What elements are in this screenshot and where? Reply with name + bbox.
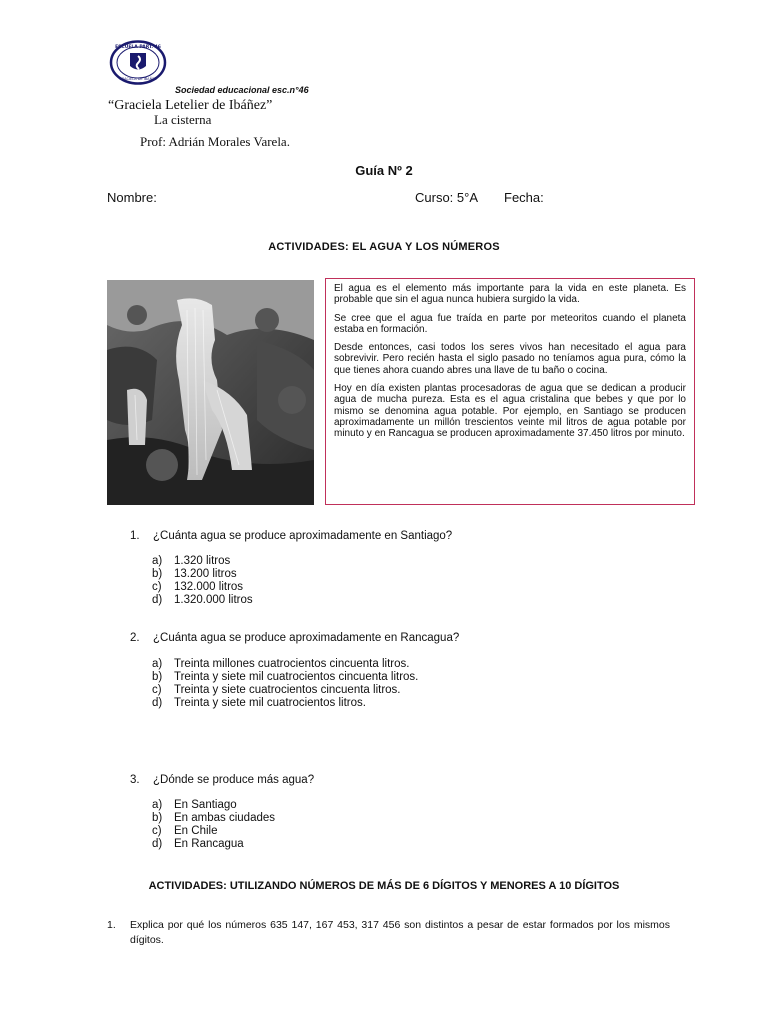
info-paragraph: El agua es el elemento más importante para la vida en este planeta. Es probable que sin el agua nunca hubiera surgido la vida. [334,283,686,306]
option-letter: a) [152,555,163,567]
society-line: Sociedad educacional esc.n°46 [175,85,309,95]
option-letter: d) [152,594,163,606]
svg-text:ESCUELA PART. 46: ESCUELA PART. 46 [115,45,161,50]
option-letter: c) [152,581,162,593]
info-paragraph: Desde entonces, casi todos los seres vivos han necesitado el agua para sobrevivir. Pero recién hasta el siglo pasado no teníamos agua pura, cómo la que tienes ahora cuando abres una llave de tu baño o cocina. [334,342,686,376]
school-logo [109,39,167,86]
question-1-text: ¿Cuánta agua se produce aproximadamente en Santiago? [153,530,453,542]
activity2-title: ACTIVIDADES: UTILIZANDO NÚMEROS DE MÁS DE 6 DÍGITOS Y MENORES A 10 DÍGITOS [148,880,620,892]
option-letter: d) [152,697,163,709]
option-letter: d) [152,838,163,850]
question-3-text: ¿Dónde se produce más agua? [153,774,315,786]
guide-title: Guía Nº 2 [355,163,413,178]
option-letter: c) [152,684,162,696]
activity2-question-text: Explica por qué los números 635 147, 167 453, 317 456 son distintos a pesar de estar formados por los mismos dígitos. [130,919,670,946]
teacher-name: Prof: Adrián Morales Varela. [140,134,290,149]
question-3-number: 3. [130,774,140,786]
name-label: Nombre: [107,190,157,205]
option-text: En ambas ciudades [174,812,276,824]
option-text: 1.320.000 litros [174,594,253,606]
info-paragraph: Hoy en día existen plantas procesadoras de agua que se dedican a producir agua de mucha pureza. Esta es el agua cristalina que bebes y que por lo mismo se denomina agua potable. Por ejemplo, en Santiago se producen aproximadamente un millón trescientos veinte mil litros de agua potable por minuto y en Rancagua se producen aproximadamente 37.450 litros por minuto. [334,383,686,440]
option-text: Treinta y siete mil cuatrocientos litros. [174,697,366,709]
school-name: “Graciela Letelier de Ibáñez” [108,98,273,113]
option-letter: b) [152,812,163,824]
option-text: 132.000 litros [174,581,244,593]
option-letter: b) [152,671,163,683]
option-text: Treinta y siete mil cuatrocientos cincuenta litros. [174,671,419,683]
option-letter: c) [152,825,162,837]
option-text: 13.200 litros [174,568,237,580]
info-text-box [325,278,695,505]
option-text: En Rancagua [174,838,244,850]
option-text: Treinta y siete cuatrocientos cincuenta litros. [174,684,401,696]
option-letter: a) [152,799,163,811]
waterfall-photo [107,280,314,505]
option-letter: a) [152,658,163,670]
option-text: En Santiago [174,799,237,811]
option-text: Treinta millones cuatrocientos cincuenta litros. [174,658,410,670]
option-text: En Chile [174,825,218,837]
date-label: Fecha: [504,190,544,205]
info-paragraph: Se cree que el agua fue traída en parte por meteoritos cuando el planeta estaba en formación. [334,312,686,335]
option-text: 1.320 litros [174,555,231,567]
question-2-number: 2. [130,632,140,644]
activity2-question-number: 1. [107,919,116,931]
question-1-number: 1. [130,530,140,542]
svg-text:GRACIELA DE IBAÑEZ: GRACIELA DE IBAÑEZ [119,77,157,81]
course-label: Curso: 5°A [415,190,479,205]
school-city: La cisterna [154,112,212,127]
activity1-title: ACTIVIDADES: EL AGUA Y LOS NÚMEROS [268,241,500,253]
option-letter: b) [152,568,163,580]
question-2-text: ¿Cuánta agua se produce aproximadamente en Rancagua? [153,632,460,644]
